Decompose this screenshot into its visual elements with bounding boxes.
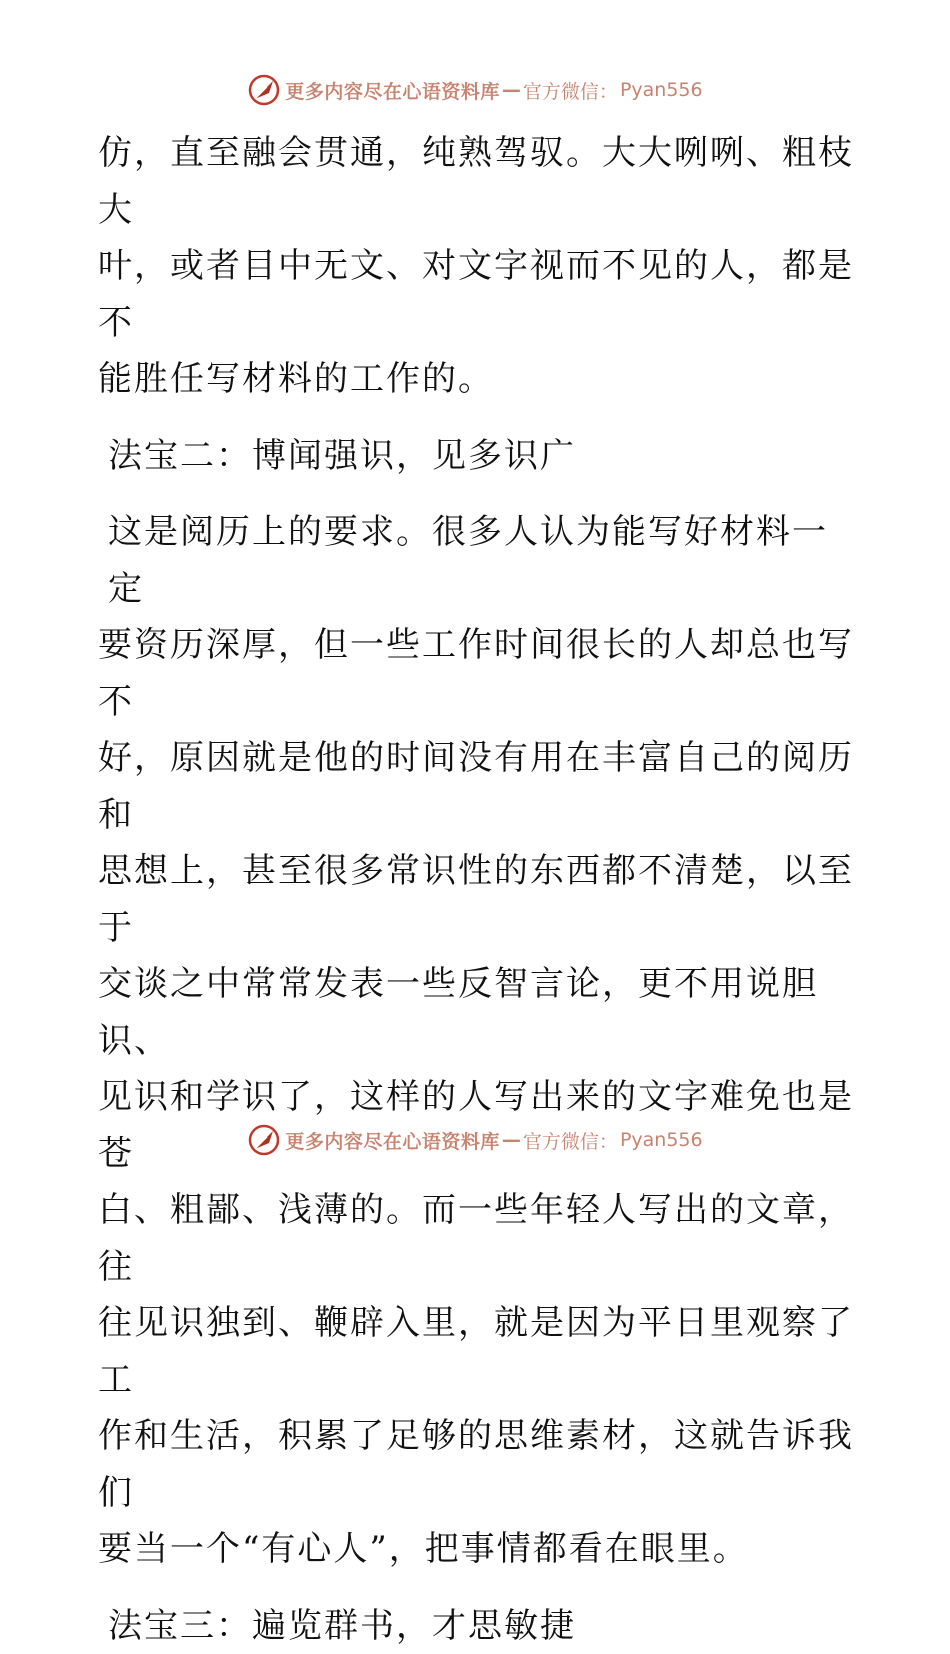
watermark-wechat-label: 官方微信： [523, 1127, 618, 1154]
text-line: 这是阅历上的要求。很多人认为能写好材料一定 [98, 504, 858, 617]
section-heading: 法宝三：遍览群书，才思敏捷 [98, 1598, 858, 1654]
quill-logo-icon [247, 73, 281, 107]
text-line: 仿，直至融会贯通，纯熟驾驭。大大咧咧、粗枝大 [98, 125, 858, 238]
watermark-text: 更多内容尽在心语资料库 [285, 1127, 500, 1154]
document-body [98, 125, 858, 1654]
text-line: 作和生活，积累了足够的思维素材，这就告诉我们 [98, 1408, 858, 1521]
text-line: 能胜任写材料的工作的。 [98, 351, 858, 408]
text-line: 好，原因就是他的时间没有用在丰富自己的阅历和 [98, 730, 858, 843]
watermark-handle: Pyan556 [620, 1129, 703, 1151]
header-watermark [0, 70, 950, 110]
quill-logo-icon [247, 1123, 281, 1157]
watermark-separator: — [502, 79, 521, 101]
footer-watermark [0, 1120, 950, 1160]
watermark-separator: — [502, 1129, 521, 1151]
text-line: 见识和学识了，这样的人写出来的文字难免也是苍 [98, 1069, 858, 1182]
text-line: 思想上，甚至很多常识性的东西都不清楚，以至于 [98, 843, 858, 956]
text-line: 交谈之中常常发表一些反智言论，更不用说胆识、 [98, 956, 858, 1069]
text-line: 要资历深厚，但一些工作时间很长的人却总也写不 [98, 617, 858, 730]
watermark-handle: Pyan556 [620, 79, 703, 101]
section-heading: 法宝二：博闻强识，见多识广 [98, 428, 858, 485]
watermark-wechat-label: 官方微信： [523, 77, 618, 104]
text-line: 白、粗鄙、浅薄的。而一些年轻人写出的文章，往 [98, 1182, 858, 1295]
paragraph [98, 504, 858, 1578]
watermark-text: 更多内容尽在心语资料库 [285, 77, 500, 104]
text-line: 要当一个“有心人”，把事情都看在眼里。 [98, 1521, 858, 1578]
text-line: 往见识独到、鞭辟入里，就是因为平日里观察了工 [98, 1295, 858, 1408]
text-line: 叶，或者目中无文、对文字视而不见的人，都是不 [98, 238, 858, 351]
paragraph [98, 125, 858, 408]
